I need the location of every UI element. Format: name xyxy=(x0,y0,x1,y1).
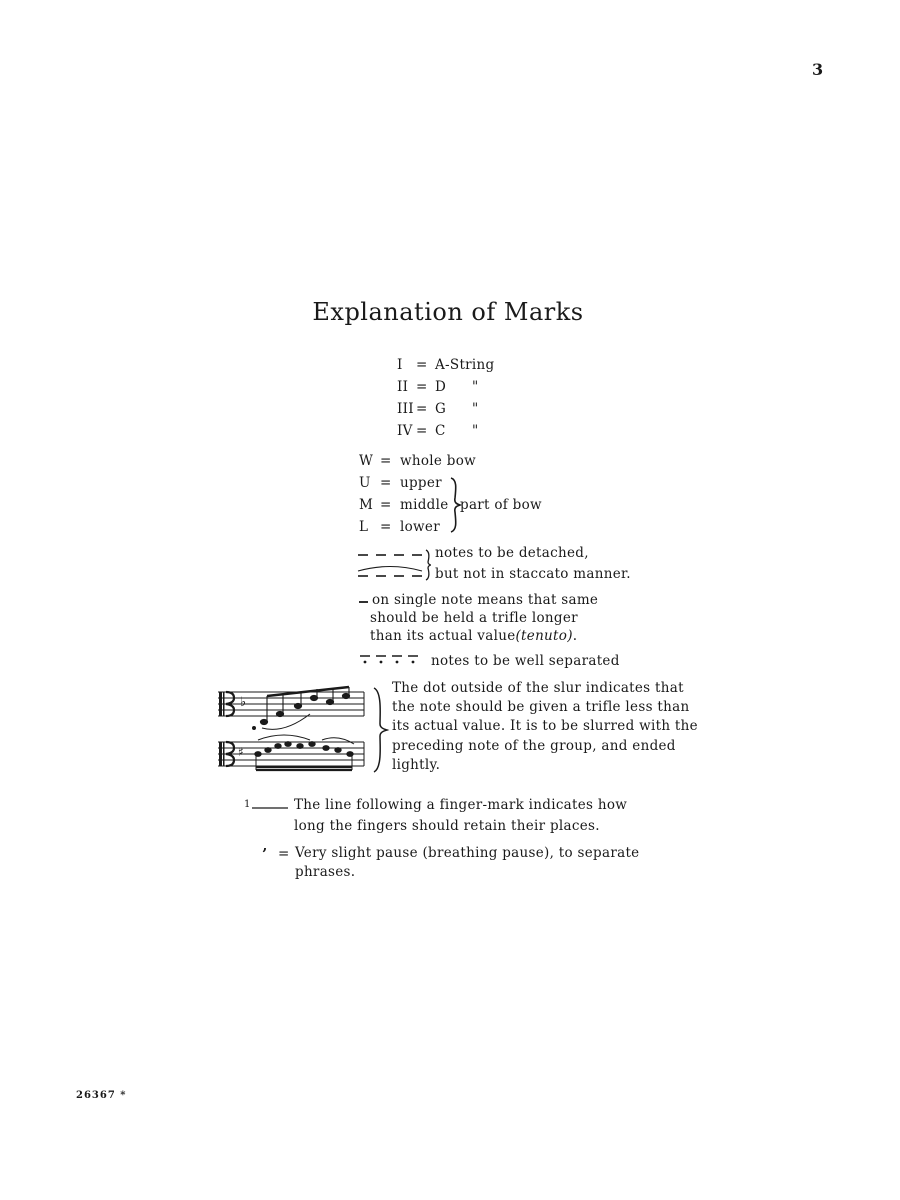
tenuto-text-line xyxy=(370,628,577,644)
bow-part-name: upper xyxy=(400,475,442,491)
string-name: A-String xyxy=(435,357,495,373)
finger-hold-line-icon xyxy=(252,804,290,810)
slur-dot-text-line: the note should be given a trifle less than xyxy=(392,699,690,715)
slur-dot-text-line: its actual value. It is to be slurred with the xyxy=(392,718,698,734)
detached-text-line: notes to be detached, xyxy=(435,545,589,561)
equals-sign: = xyxy=(278,846,290,862)
finger-number: 1 xyxy=(244,799,251,810)
tenuto-text-line: should be held a trifle longer xyxy=(370,610,578,626)
bow-symbol: U xyxy=(359,475,371,491)
bow-symbol: M xyxy=(359,497,374,513)
detached-marks-icon xyxy=(356,548,432,582)
string-symbol: IV xyxy=(397,423,413,439)
tenuto-text-prefix: than its actual value xyxy=(370,628,516,644)
equals-sign: = xyxy=(380,497,392,513)
string-name: G xyxy=(435,401,447,417)
plate-number: 26367 * xyxy=(76,1090,127,1101)
svg-text:♭: ♭ xyxy=(240,695,247,710)
equals-sign: = xyxy=(416,357,428,373)
ditto-mark: " xyxy=(472,423,479,439)
equals-sign: = xyxy=(380,475,392,491)
bow-part-name: lower xyxy=(400,519,440,535)
pause-text-line: Very slight pause (breathing pause), to separate xyxy=(295,845,640,861)
bow-symbol: W xyxy=(359,453,374,469)
page-title: Explanation of Marks xyxy=(312,298,584,326)
svg-text:♯: ♯ xyxy=(238,745,244,759)
string-symbol: I xyxy=(397,357,403,373)
tenuto-text-line: on single note means that same xyxy=(372,592,599,608)
pause-text-line: phrases. xyxy=(295,864,356,880)
string-name: C xyxy=(435,423,446,439)
slur-dot-text-line: lightly. xyxy=(392,757,441,773)
bow-part-name: whole bow xyxy=(400,453,477,469)
bow-group-label: part of bow xyxy=(460,497,542,513)
bow-symbol: L xyxy=(359,519,369,535)
slur-dot-text-line: The dot outside of the slur indicates that xyxy=(392,680,684,696)
tenuto-term: (tenuto) xyxy=(515,628,573,644)
separated-text: notes to be well separated xyxy=(431,653,620,669)
equals-sign: = xyxy=(416,379,428,395)
finger-text-line: long the fingers should retain their places. xyxy=(294,818,600,834)
equals-sign: = xyxy=(380,453,392,469)
bow-part-name: middle xyxy=(400,497,449,513)
breath-mark-icon: ’ xyxy=(262,845,268,863)
equals-sign: = xyxy=(416,401,428,417)
tenuto-text-suffix: . xyxy=(572,628,578,644)
equals-sign: = xyxy=(380,519,392,535)
finger-text-line: The line following a finger-mark indicates how xyxy=(294,797,628,813)
tenuto-mark-icon xyxy=(358,598,370,606)
equals-sign: = xyxy=(416,423,428,439)
string-symbol: III xyxy=(397,401,414,417)
page-number: 3 xyxy=(812,60,824,79)
music-example-image xyxy=(214,684,390,776)
portato-marks-icon xyxy=(358,653,424,667)
slur-dot-text-line: preceding note of the group, and ended xyxy=(392,738,676,754)
string-symbol: II xyxy=(397,379,409,395)
string-name: D xyxy=(435,379,447,395)
ditto-mark: " xyxy=(472,401,479,417)
detached-text-line: but not in staccato manner. xyxy=(435,566,631,582)
ditto-mark: " xyxy=(472,379,479,395)
